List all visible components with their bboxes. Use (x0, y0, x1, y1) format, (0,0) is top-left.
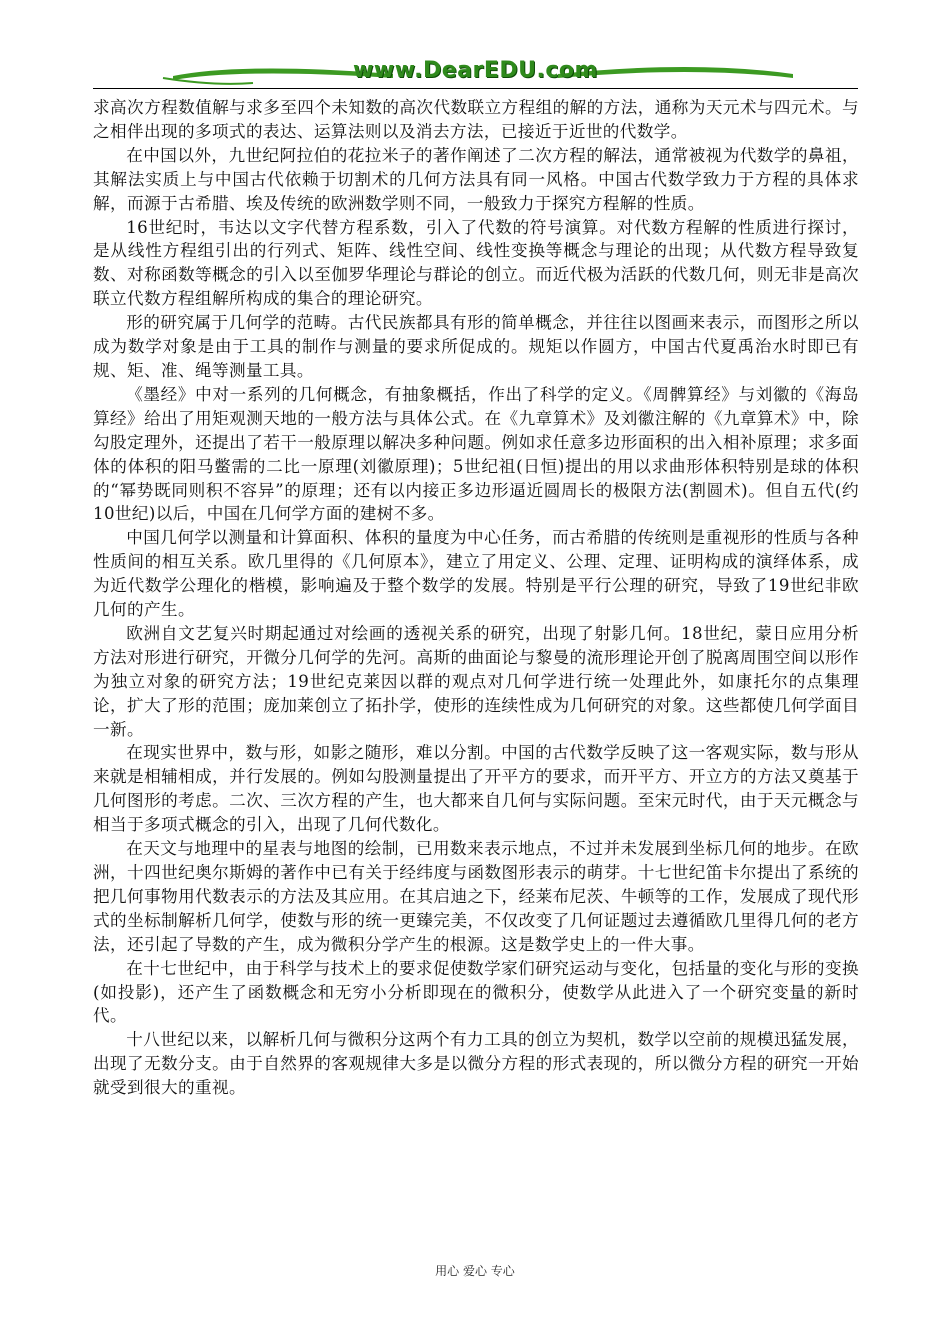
paragraph-3: 16世纪时，韦达以文字代替方程系数，引入了代数的符号演算。对代数方程解的性质进行探讨，是从线性方程组引出的行列式、矩阵、线性空间、线性变换等概念与理论的出现；从代数方程导致复数、对称函数等概念的引入以至伽罗华理论与群论的创立。而近代极为活跃的代数几何，则无非是高次联立代数方程组解所构成的集合的理论研究。 (93, 217, 859, 309)
paragraph-6: 中国几何学以测量和计算面积、体积的量度为中心任务，而古希腊的传统则是重视形的性质与各种性质间的相互关系。欧几里得的《几何原本》，建立了用定义、公理、定理、证明构成的演绎体系，成为近代数学公理化的楷模，影响遍及于整个数学的发展。特别是平行公理的研究，导致了19世纪非欧几何的产生。 (93, 528, 859, 620)
paragraph-4: 形的研究属于几何学的范畴。古代民族都具有形的简单概念，并往往以图画来表示，而图形之所以成为数学对象是由于工具的制作与测量的要求所促成的。规矩以作圆方，中国古代夏禹治水时即已有规、矩、准、绳等测量工具。 (93, 313, 859, 380)
paragraph-5: 《墨经》中对一系列的几何概念，有抽象概括，作出了科学的定义。《周髀算经》与刘徽的《海岛算经》给出了用矩观测天地的一般方法与具体公式。在《九章算术》及刘徽注解的《九章算术》中，除勾股定理外，还提出了若干一般原理以解决多种问题。例如求任意多边形面积的出入相补原理；求多面体的体积的阳马鳖需的二比一原理(刘徽原理)；5世纪祖(日恒)提出的用以求曲形体积特别是球的体积的“幂势既同则积不容异”的原理；还有以内接正多边形逼近圆周长的极限方法(割圆术)。但自五代(约10世纪)以后，中国在几何学方面的建树不多。 (93, 384, 859, 524)
site-header (93, 56, 858, 92)
paragraph-1: 求高次方程数值解与求多至四个未知数的高次代数联立方程组的解的方法，通称为天元术与四元术。与之相伴出现的多项式的表达、运算法则以及消去方法，已接近于近世的代数学。 (93, 98, 859, 141)
site-logo-text[interactable]: www.DearEDU.com (353, 58, 598, 83)
paragraph-8: 在现实世界中，数与形，如影之随形，难以分割。中国的古代数学反映了这一客观实际，数与形从来就是相辅相成，并行发展的。例如勾股测量提出了开平方的要求，而开平方、开立方的方法又奠基于几何图形的考虑。二次、三次方程的产生，也大都来自几何与实际问题。至宋元时代，由于天元概念与相当于多项式概念的引入，出现了几何代数化。 (93, 743, 859, 835)
article-body (93, 96, 859, 1100)
paragraph-2: 在中国以外，九世纪阿拉伯的花拉米子的著作阐述了二次方程的解法，通常被视为代数学的鼻祖，其解法实质上与中国古代依赖于切割术的几何方法具有同一风格。中国古代数学致力于方程的具体求解，而源于古希腊、埃及传统的欧洲数学则不同，一般致力于探究方程解的性质。 (93, 145, 859, 213)
paragraph-10: 在十七世纪中，由于科学与技术上的要求促使数学家们研究运动与变化，包括量的变化与形的变换(如投影)，还产生了函数概念和无穷小分析即现在的微积分，使数学从此进入了一个研究变量的新时代。 (93, 958, 859, 1026)
header-divider (93, 88, 858, 89)
page-footer: 用心 爱心 专心 (435, 1264, 515, 1278)
paragraph-7: 欧洲自文艺复兴时期起通过对绘画的透视关系的研究，出现了射影几何。18世纪，蒙日应用分析方法对形进行研究，开微分几何学的先河。高斯的曲面论与黎曼的流形理论开创了脱离周围空间以形作为独立对象的研究方法；19世纪克莱因以群的观点对几何学进行统一处理此外，如康托尔的点集理论，扩大了形的范围；庞加莱创立了拓扑学，使形的连续性成为几何研究的对象。这些都使几何学面目一新。 (93, 623, 859, 739)
paragraph-11: 十八世纪以来，以解析几何与微积分这两个有力工具的创立为契机，数学以空前的规模迅猛发展，出现了无数分支。由于自然界的客观规律大多是以微分方程的形式表现的，所以微分方程的研究一开始就受到很大的重视。 (93, 1030, 859, 1098)
paragraph-9: 在天文与地理中的星表与地图的绘制，已用数来表示地点，不过并未发展到坐标几何的地步。在欧洲，十四世纪奥尔斯姆的著作中已有关于经纬度与函数图形表示的萌芽。十七世纪笛卡尔提出了系统的把几何事物用代数表示的方法及其应用。在其启迪之下，经莱布尼茨、牛顿等的工作，发展成了现代形式的坐标制解析几何学，使数与形的统一更臻完美，不仅改变了几何证题过去遵循欧几里得几何的老方法，还引起了导数的产生，成为微积分学产生的根源。这是数学史上的一件大事。 (93, 839, 859, 954)
